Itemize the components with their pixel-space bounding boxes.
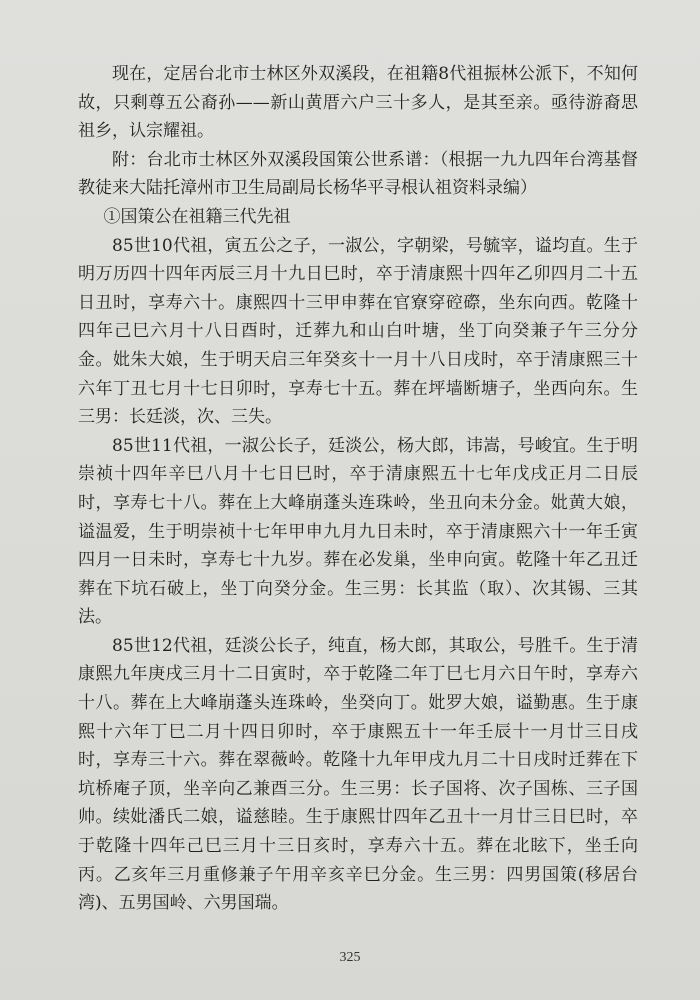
page-body — [78, 60, 638, 918]
section-heading: ①国策公在祖籍三代先祖 — [103, 206, 291, 227]
genealogy-entry-11th: 85世11代祖，一淑公长子，廷淡公，杨大郎，讳嵩，号峻宜。生于明崇祯十四年辛巳八月十七日巳时，卒于清康熙五十七年戊戌正月二日辰时，享寿七十八。葬在上大峰崩蓬头连珠岭，坐丑向未分金。妣黄大娘，谥温爱，生于明崇祯十七年甲申九月九日未时，卒于清康熙六十一年壬寅四月一日未时，享寿七十九岁。葬在必发巢，坐申向寅。乾隆十年乙丑迁葬在下坑石破上，坐丁向癸分金。生三男：长其监（取）、次其锡、三其法。 — [78, 435, 638, 628]
intro-paragraph: 现在，定居台北市士林区外双溪段，在祖籍8代祖振林公派下，不知何故，只剩尊五公裔孙——新山黄厝六户三十多人，是其至亲。亟待游裔思祖乡，认宗耀祖。 — [78, 64, 638, 142]
page-number: 325 — [339, 950, 361, 965]
appendix-heading: 附：台北市士林区外双溪段国策公世系谱：（根据一九九四年台湾基督教徒来大陆托漳州市卫生局副局长杨华平寻根认祖资料录编） — [78, 149, 638, 199]
genealogy-entry-10th: 85世10代祖，寅五公之子，一淑公，字朝梁，号毓宰，谥均直。生于明万历四十四年丙辰三月十九日巳时，卒于清康熙十四年乙卯四月二十五日丑时，享寿六十。康熙四十三甲申葬在官寮穿硿磜，坐东向西。乾隆十四年己巳六月十八日酉时，迁葬九和山白叶塘，坐丁向癸兼子午三分分金。妣朱大娘，生于明天启三年癸亥十一月十八日戌时，卒于清康熙三十六年丁丑七月十七日卯时，享寿七十五。葬在坪墙断塘子，坐西向东。生三男：长廷淡，次、三失。 — [78, 235, 638, 428]
genealogy-entry-12th: 85世12代祖，廷淡公长子，纯直，杨大郎，其取公，号胜千。生于清康熙九年庚戌三月十二日寅时，卒于乾隆二年丁巳七月六日午时，享寿六十八。葬在上大峰崩蓬头连珠岭，坐癸向丁。妣罗大娘，谥勤惠。生于康熙十六年丁巳二月十四日卯时，卒于康熙五十一年壬辰十一月廿三日戌时，享寿三十六。葬在翠薇岭。乾隆十九年甲戌九月二十日戌时迁葬在下坑桥庵子顶，坐辛向乙兼酉三分。生三男：长子国将、次子国栋、三子国帅。续妣潘氏二娘，谥慈睦。生于康熙廿四年乙丑十一月廿三日巳时，卒于乾隆十四年己巳三月十三日亥时，享寿六十五。葬在北眩下，坐壬向丙。乙亥年三月重修兼子午用辛亥辛巳分金。生三男：四男国策(移居台湾)、五男国岭、六男国瑞。 — [78, 635, 638, 914]
